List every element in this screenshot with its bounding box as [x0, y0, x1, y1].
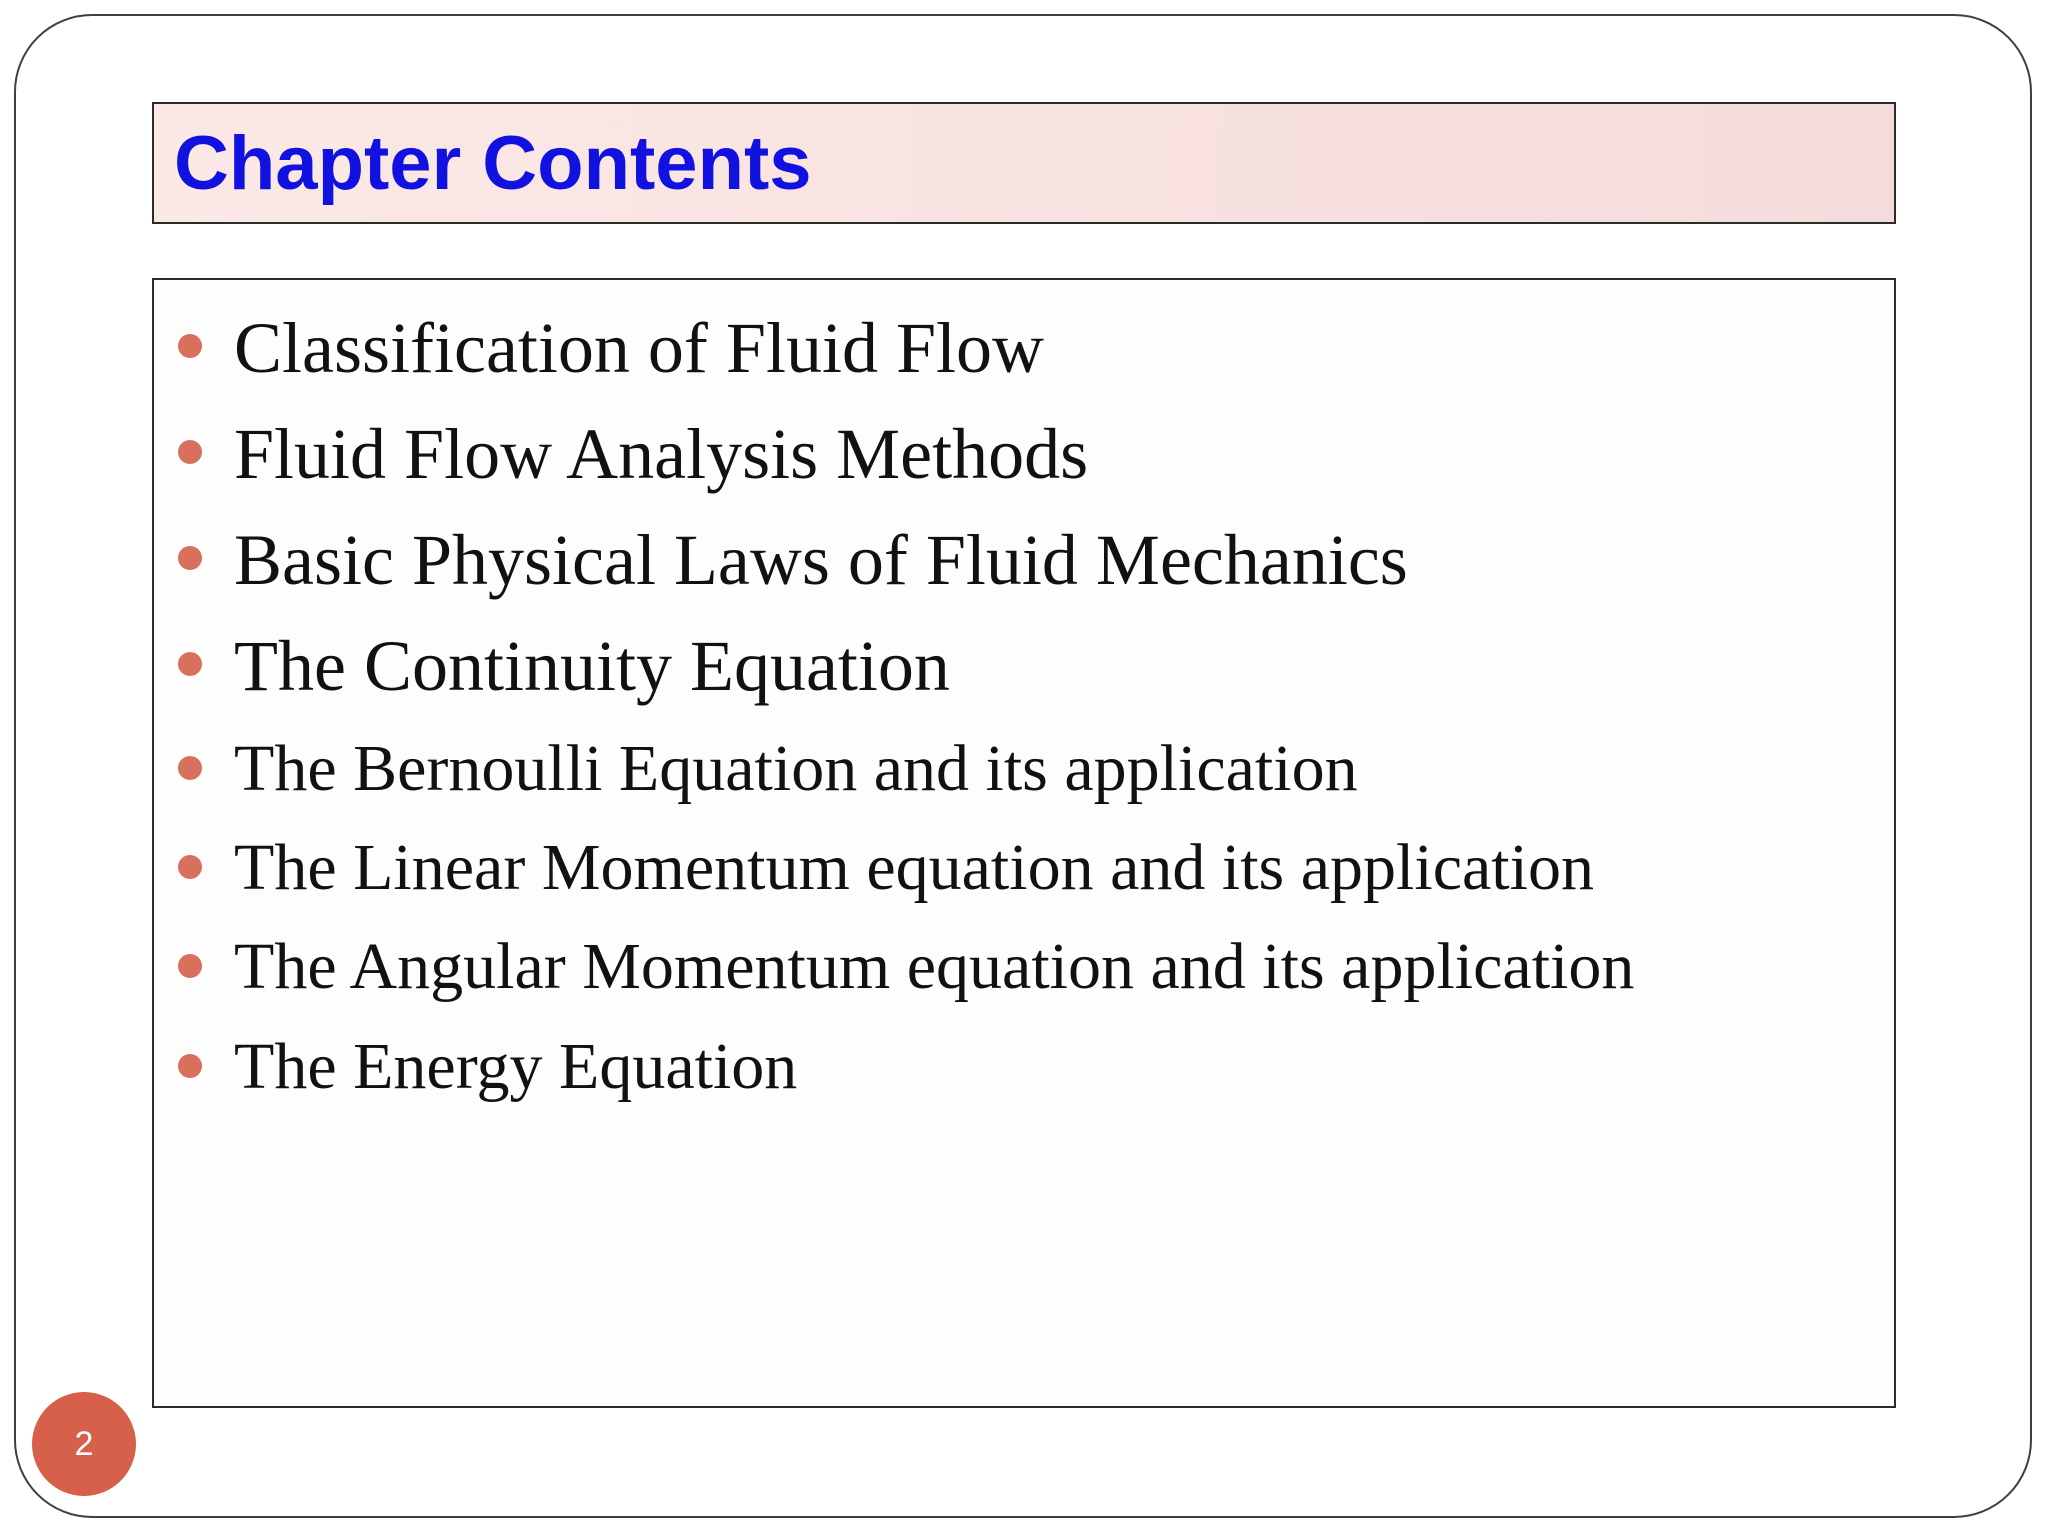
- content-box: [152, 278, 1896, 1408]
- bullet-icon: [178, 546, 202, 570]
- bullet-icon: [178, 440, 202, 464]
- list-item-text: The Angular Momentum equation and its application: [234, 930, 1635, 1003]
- list-item-text: The Energy Equation: [234, 1030, 798, 1103]
- bullet-icon: [178, 652, 202, 676]
- bullet-icon: [178, 954, 202, 978]
- list-item-text: The Bernoulli Equation and its application: [234, 732, 1358, 805]
- page-number-badge: 2: [32, 1392, 136, 1496]
- slide-frame: [14, 14, 2032, 1518]
- title-box: [152, 102, 1896, 224]
- bullet-icon: [178, 855, 202, 879]
- list-item-text: Classification of Fluid Flow: [234, 308, 1044, 388]
- bullet-icon: [178, 334, 202, 358]
- list-item-text: Basic Physical Laws of Fluid Mechanics: [234, 520, 1408, 600]
- list-item-text: The Linear Momentum equation and its application: [234, 831, 1594, 904]
- slide-title: Chapter Contents: [174, 121, 812, 206]
- bullet-icon: [178, 756, 202, 780]
- list-item-text: The Continuity Equation: [234, 626, 950, 706]
- list-item-text: Fluid Flow Analysis Methods: [234, 414, 1089, 494]
- bullet-icon: [178, 1054, 202, 1078]
